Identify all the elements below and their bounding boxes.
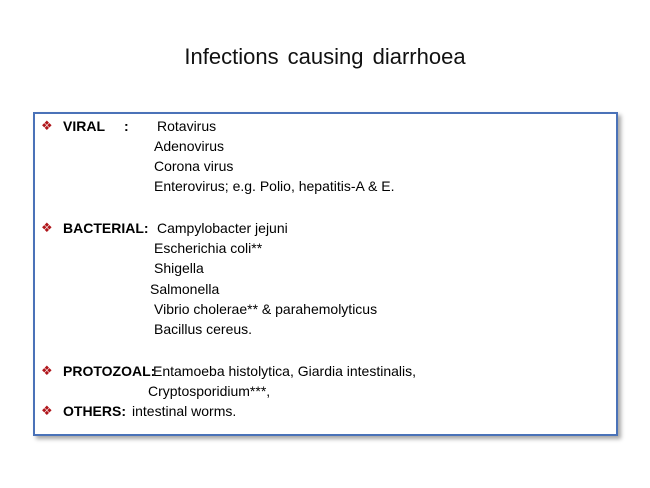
others-item-intestinal-worms: intestinal worms. — [132, 403, 237, 419]
viral-colon: : — [124, 118, 129, 134]
diamond-bullet-icon: ❖ — [41, 403, 53, 418]
protozoal-label: PROTOZOAL: — [63, 363, 156, 379]
bacterial-label: BACTERIAL: — [63, 220, 149, 236]
viral-item-enterovirus: Enterovirus; e.g. Polio, hepatitis-A & E. — [154, 178, 395, 194]
bacterial-item-salmonella: Salmonella — [150, 281, 220, 297]
viral-label: VIRAL — [63, 118, 105, 134]
bacterial-item-shigella: Shigella — [154, 260, 204, 276]
diamond-bullet-icon: ❖ — [41, 118, 53, 133]
protozoal-item-cryptosporidium: Cryptosporidium***, — [148, 383, 271, 399]
viral-item-rotavirus: Rotavirus — [157, 118, 217, 134]
bacterial-item-ecoli: Escherichia coli** — [154, 240, 263, 256]
content-box — [33, 112, 618, 436]
bacterial-item-vibrio: Vibrio cholerae** & parahemolyticus — [154, 301, 378, 317]
protozoal-item-entamoeba: Entamoeba histolytica, Giardia intestinalis, — [153, 363, 417, 379]
others-label: OTHERS: — [63, 403, 126, 419]
slide-title: Infections causing diarrhoea — [184, 44, 466, 69]
viral-item-corona-virus: Corona virus — [154, 158, 234, 174]
bacterial-item-campylobacter: Campylobacter jejuni — [157, 220, 288, 236]
bacterial-item-bacillus: Bacillus cereus. — [154, 321, 253, 337]
viral-item-adenovirus: Adenovirus — [154, 138, 225, 154]
diamond-bullet-icon: ❖ — [41, 220, 53, 235]
diamond-bullet-icon: ❖ — [41, 363, 53, 378]
